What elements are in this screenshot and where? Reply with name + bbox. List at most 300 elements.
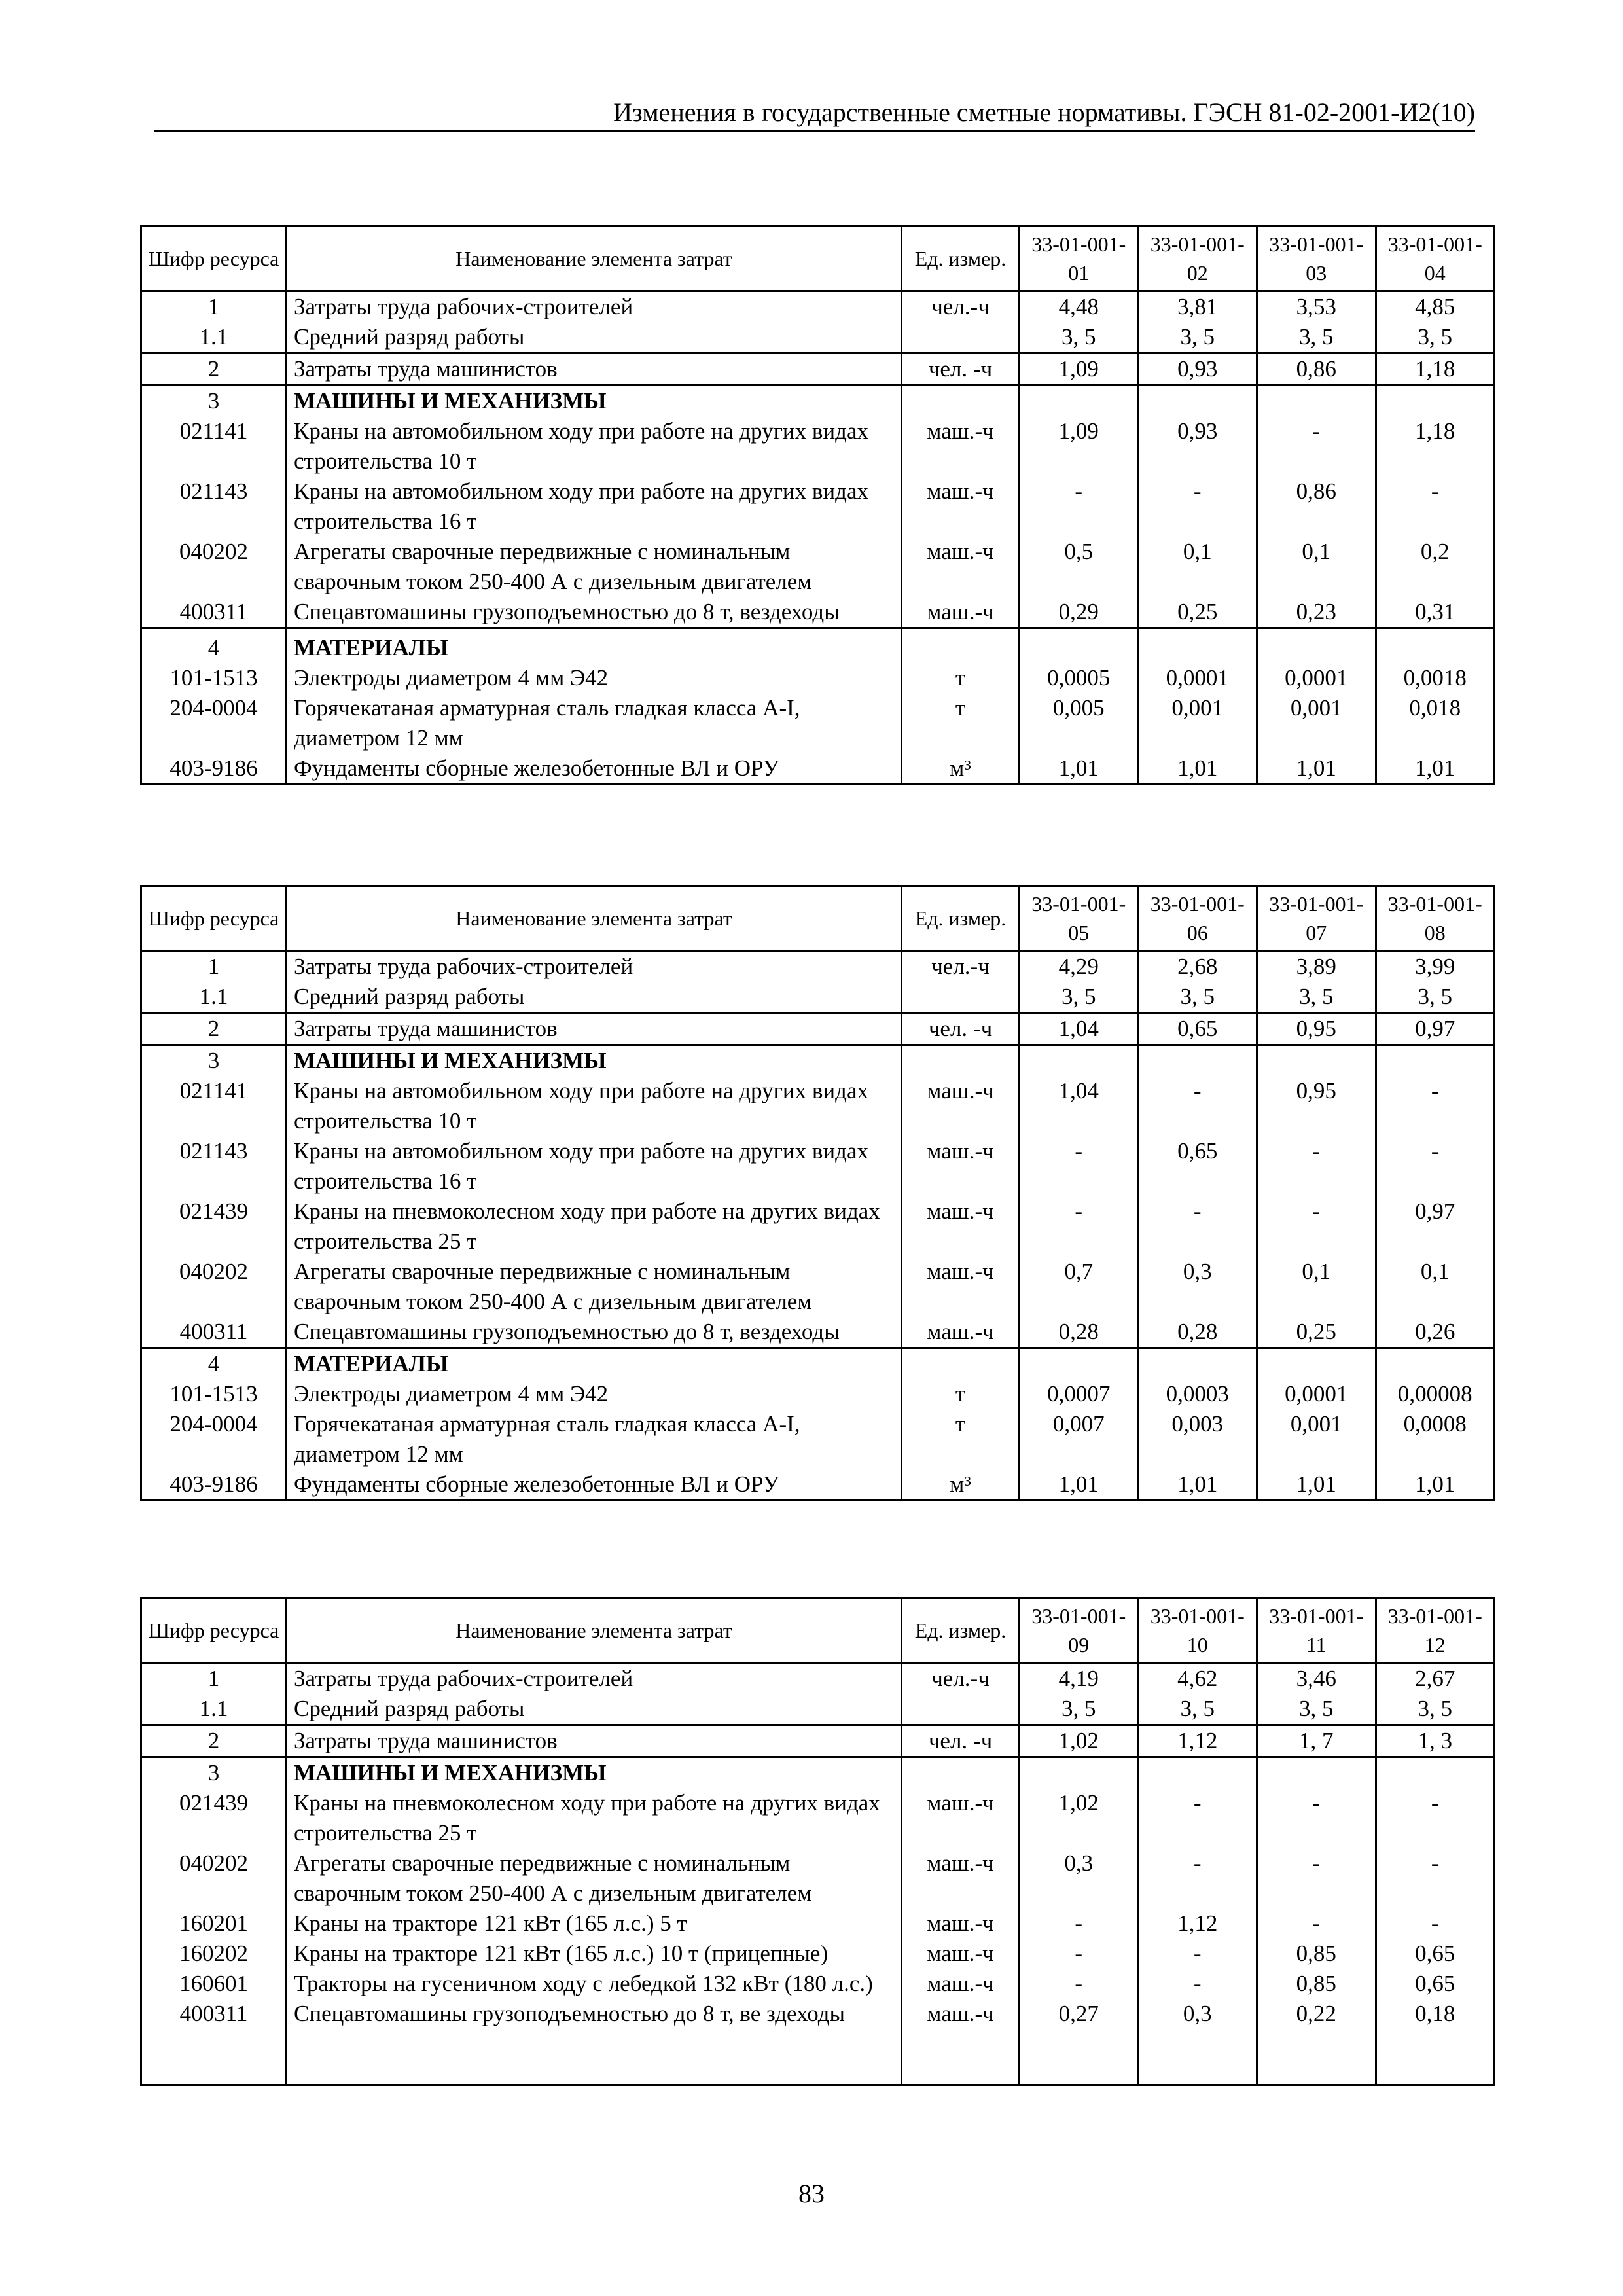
- norm-value: 1,12: [1138, 1909, 1257, 1939]
- header-norm-code: 33-01-001-01: [1020, 226, 1139, 291]
- norm-value: 0,95: [1257, 1076, 1376, 1136]
- table-row: [141, 322, 1495, 353]
- norm-value: 0,28: [1138, 1317, 1257, 1348]
- norm-value: [1138, 1757, 1257, 1789]
- resource-unit: [902, 1045, 1020, 1077]
- resource-unit: маш.-ч: [902, 476, 1020, 537]
- resource-code: 400311: [141, 597, 287, 628]
- norm-value: 0,3: [1138, 1257, 1257, 1317]
- norm-value: 0,1: [1257, 1257, 1376, 1317]
- norm-value: [1020, 386, 1139, 417]
- resource-unit: маш.-ч: [902, 416, 1020, 476]
- header-code: Шифр ресурса: [141, 226, 287, 291]
- norm-value: 1,01: [1376, 753, 1495, 785]
- resource-code: 021141: [141, 416, 287, 476]
- norm-value: 1,01: [1138, 753, 1257, 785]
- norm-value: 0,0005: [1020, 663, 1139, 693]
- norm-value: -: [1138, 1196, 1257, 1257]
- norm-value: 0,001: [1257, 693, 1376, 753]
- header-norm-code: 33-01-001-05: [1020, 886, 1139, 951]
- resource-name: Электроды диаметром 4 мм Э42: [287, 663, 902, 693]
- resource-code: 040202: [141, 537, 287, 597]
- norm-value: 0,86: [1257, 353, 1376, 386]
- table-row: [141, 476, 1495, 537]
- norm-value: 3,81: [1138, 291, 1257, 323]
- resource-unit: маш.-ч: [902, 1076, 1020, 1136]
- header-norm-code: 33-01-001-11: [1257, 1598, 1376, 1663]
- norm-value: 1,01: [1257, 1469, 1376, 1501]
- norm-value: 0,18: [1376, 1999, 1495, 2085]
- resource-name: МАШИНЫ И МЕХАНИЗМЫ: [287, 386, 902, 417]
- norm-value: -: [1138, 1939, 1257, 1969]
- table-row: [141, 1348, 1495, 1380]
- resource-code: 403-9186: [141, 753, 287, 785]
- norm-value: [1257, 1757, 1376, 1789]
- resource-code: 160201: [141, 1909, 287, 1939]
- norm-value: -: [1376, 1909, 1495, 1939]
- header-name: Наименование элемента затрат: [287, 886, 902, 951]
- norm-value: [1257, 628, 1376, 664]
- norm-value: 0,3: [1020, 1848, 1139, 1909]
- resource-unit: т: [902, 1379, 1020, 1409]
- resource-code: 3: [141, 1757, 287, 1789]
- norm-value: -: [1257, 1788, 1376, 1848]
- norm-value: 1, 7: [1257, 1725, 1376, 1757]
- norm-value: -: [1376, 476, 1495, 537]
- norm-value: -: [1020, 1969, 1139, 1999]
- norm-value: 3, 5: [1257, 982, 1376, 1013]
- resource-code: 4: [141, 1348, 287, 1380]
- table-row: [141, 386, 1495, 417]
- norm-value: 4,62: [1138, 1663, 1257, 1695]
- resource-code: 400311: [141, 1999, 287, 2085]
- norm-value: [1138, 628, 1257, 664]
- norm-value: 0,003: [1138, 1409, 1257, 1469]
- page-number: 83: [798, 2179, 825, 2208]
- norm-value: -: [1020, 1136, 1139, 1196]
- resource-name: Средний разряд работы: [287, 322, 902, 353]
- resource-code: 3: [141, 386, 287, 417]
- norm-value: 0,0003: [1138, 1379, 1257, 1409]
- resource-name: Агрегаты сварочные передвижные с номинальным сварочным током 250-400 А с дизельным двигателем: [287, 1848, 902, 1909]
- norm-value: 0,7: [1020, 1257, 1139, 1317]
- resource-unit: [902, 1694, 1020, 1725]
- norm-value: 1,01: [1257, 753, 1376, 785]
- table-row: [141, 1196, 1495, 1257]
- norm-value: 3,46: [1257, 1663, 1376, 1695]
- resource-code: 040202: [141, 1848, 287, 1909]
- norm-value: 4,85: [1376, 291, 1495, 323]
- table-row: [141, 1045, 1495, 1077]
- norm-value: -: [1138, 1788, 1257, 1848]
- resource-name: Затраты труда рабочих-строителей: [287, 291, 902, 323]
- resource-code: 403-9186: [141, 1469, 287, 1501]
- table-row: [141, 1136, 1495, 1196]
- table-row: [141, 1725, 1495, 1757]
- resource-name: Краны на автомобильном ходу при работе на других видах строительства 10 т: [287, 416, 902, 476]
- norm-value: 0,018: [1376, 693, 1495, 753]
- resource-code: 4: [141, 628, 287, 664]
- header-norm-code: 33-01-001-04: [1376, 226, 1495, 291]
- resource-code: 040202: [141, 1257, 287, 1317]
- resource-name: Агрегаты сварочные передвижные с номинальным сварочным током 250-400 А с дизельным двигателем: [287, 1257, 902, 1317]
- norm-value: 3,89: [1257, 951, 1376, 982]
- resource-name: Электроды диаметром 4 мм Э42: [287, 1379, 902, 1409]
- resource-name: Краны на пневмоколесном ходу при работе на других видах строительства 25 т: [287, 1788, 902, 1848]
- resource-code: 1: [141, 291, 287, 323]
- norm-value: 4,48: [1020, 291, 1139, 323]
- table-row: [141, 1469, 1495, 1501]
- norm-value: 0,85: [1257, 1939, 1376, 1969]
- resource-unit: чел. -ч: [902, 1725, 1020, 1757]
- resource-code: 1.1: [141, 322, 287, 353]
- norm-value: 0,00008: [1376, 1379, 1495, 1409]
- resource-unit: маш.-ч: [902, 1909, 1020, 1939]
- norm-value: 0,25: [1257, 1317, 1376, 1348]
- resource-name: Спецавтомашины грузоподъемностью до 8 т, вездеходы: [287, 597, 902, 628]
- table-header-row: [141, 226, 1495, 291]
- norm-value: 3, 5: [1138, 982, 1257, 1013]
- resource-code: 021141: [141, 1076, 287, 1136]
- header-name: Наименование элемента затрат: [287, 1598, 902, 1663]
- norm-value: 3,53: [1257, 291, 1376, 323]
- header-norm-code: 33-01-001-09: [1020, 1598, 1139, 1663]
- resource-name: Средний разряд работы: [287, 982, 902, 1013]
- resource-name: Краны на автомобильном ходу при работе на других видах строительства 10 т: [287, 1076, 902, 1136]
- norm-value: -: [1020, 476, 1139, 537]
- resource-name: Затраты труда рабочих-строителей: [287, 1663, 902, 1695]
- header-norm-code: 33-01-001-02: [1138, 226, 1257, 291]
- resource-name: Затраты труда машинистов: [287, 1725, 902, 1757]
- norm-value: 0,29: [1020, 597, 1139, 628]
- table-row: [141, 1969, 1495, 1999]
- table-row: [141, 537, 1495, 597]
- table-row: [141, 663, 1495, 693]
- resource-unit: маш.-ч: [902, 1136, 1020, 1196]
- resource-unit: маш.-ч: [902, 537, 1020, 597]
- resource-name: Средний разряд работы: [287, 1694, 902, 1725]
- norm-value: 0,1: [1376, 1257, 1495, 1317]
- norm-value: [1376, 386, 1495, 417]
- norm-value: 3, 5: [1020, 322, 1139, 353]
- header-norm-code: 33-01-001-10: [1138, 1598, 1257, 1663]
- norm-value: 1,04: [1020, 1076, 1139, 1136]
- norm-value: 0,001: [1138, 693, 1257, 753]
- norm-value: 1,09: [1020, 416, 1139, 476]
- norm-value: [1376, 1348, 1495, 1380]
- norm-value: 0,5: [1020, 537, 1139, 597]
- resource-unit: чел.-ч: [902, 951, 1020, 982]
- norm-value: 0,1: [1257, 537, 1376, 597]
- table-row: [141, 1757, 1495, 1789]
- norm-value: 1,18: [1376, 416, 1495, 476]
- norm-value: 0,93: [1138, 353, 1257, 386]
- resource-name: Затраты труда рабочих-строителей: [287, 951, 902, 982]
- resource-code: 021143: [141, 1136, 287, 1196]
- resource-code: 400311: [141, 1317, 287, 1348]
- norm-value: 1, 3: [1376, 1725, 1495, 1757]
- resource-name: Горячекатаная арматурная сталь гладкая класса А-I, диаметром 12 мм: [287, 693, 902, 753]
- table-row: [141, 1409, 1495, 1469]
- table-row: [141, 416, 1495, 476]
- table-row: [141, 1694, 1495, 1725]
- resource-name: Краны на тракторе 121 кВт (165 л.с.) 10 т (прицепные): [287, 1939, 902, 1969]
- norm-value: 0,25: [1138, 597, 1257, 628]
- norm-value: 3, 5: [1020, 1694, 1139, 1725]
- norm-value: 2,68: [1138, 951, 1257, 982]
- norm-value: -: [1020, 1196, 1139, 1257]
- resource-unit: маш.-ч: [902, 1969, 1020, 1999]
- norm-value: -: [1257, 1196, 1376, 1257]
- norm-value: 0,23: [1257, 597, 1376, 628]
- norm-value: -: [1138, 1969, 1257, 1999]
- norm-value: 2,67: [1376, 1663, 1495, 1695]
- norm-value: 1,09: [1020, 353, 1139, 386]
- norm-value: 0,97: [1376, 1013, 1495, 1045]
- norm-value: [1138, 1348, 1257, 1380]
- table-row: [141, 628, 1495, 664]
- header-norm-code: 33-01-001-08: [1376, 886, 1495, 951]
- norm-value: [1376, 628, 1495, 664]
- resource-code: 021439: [141, 1788, 287, 1848]
- resource-name: Фундаменты сборные железобетонные ВЛ и ОРУ: [287, 753, 902, 785]
- norm-value: 0,93: [1138, 416, 1257, 476]
- resource-name: Краны на автомобильном ходу при работе на других видах строительства 16 т: [287, 476, 902, 537]
- resource-code: 101-1513: [141, 1379, 287, 1409]
- resource-name: Краны на тракторе 121 кВт (165 л.с.) 5 т: [287, 1909, 902, 1939]
- norm-value: [1020, 628, 1139, 664]
- norm-value: 0,0001: [1257, 1379, 1376, 1409]
- norm-value: -: [1257, 1848, 1376, 1909]
- resource-unit: чел.-ч: [902, 291, 1020, 323]
- header-norm-code: 33-01-001-06: [1138, 886, 1257, 951]
- header-code: Шифр ресурса: [141, 1598, 287, 1663]
- norm-value: 3, 5: [1020, 982, 1139, 1013]
- header-norm-code: 33-01-001-03: [1257, 226, 1376, 291]
- resource-name: Спецавтомашины грузоподъемностью до 8 т, ве здеходы: [287, 1999, 902, 2085]
- resource-unit: чел. -ч: [902, 1013, 1020, 1045]
- resource-unit: [902, 386, 1020, 417]
- norm-value: 3, 5: [1376, 982, 1495, 1013]
- resource-name: МАТЕРИАЛЫ: [287, 1348, 902, 1380]
- norm-value: -: [1020, 1909, 1139, 1939]
- norm-value: 3, 5: [1257, 1694, 1376, 1725]
- norm-value: [1257, 386, 1376, 417]
- norm-value: 3, 5: [1257, 322, 1376, 353]
- table-row: [141, 1257, 1495, 1317]
- resource-code: 160601: [141, 1969, 287, 1999]
- table-row: [141, 1317, 1495, 1348]
- norms-table-1: [140, 225, 1495, 785]
- norm-value: 1,18: [1376, 353, 1495, 386]
- norm-value: 4,29: [1020, 951, 1139, 982]
- norm-value: 0,2: [1376, 537, 1495, 597]
- header-norm-code: 33-01-001-12: [1376, 1598, 1495, 1663]
- norm-value: 3, 5: [1376, 322, 1495, 353]
- norms-table-3: [140, 1597, 1495, 2086]
- norm-value: 0,1: [1138, 537, 1257, 597]
- resource-name: Затраты труда машинистов: [287, 353, 902, 386]
- norm-value: 1,01: [1020, 753, 1139, 785]
- resource-unit: т: [902, 663, 1020, 693]
- norm-value: 1,02: [1020, 1725, 1139, 1757]
- resource-code: 160202: [141, 1939, 287, 1969]
- resource-code: 1.1: [141, 1694, 287, 1725]
- resource-unit: маш.-ч: [902, 597, 1020, 628]
- resource-code: 101-1513: [141, 663, 287, 693]
- resource-name: Краны на пневмоколесном ходу при работе на других видах строительства 25 т: [287, 1196, 902, 1257]
- resource-unit: маш.-ч: [902, 1939, 1020, 1969]
- norm-value: -: [1376, 1848, 1495, 1909]
- norm-value: 3,99: [1376, 951, 1495, 982]
- table-row: [141, 291, 1495, 323]
- table-row: [141, 753, 1495, 785]
- resource-unit: маш.-ч: [902, 1788, 1020, 1848]
- running-header: Изменения в государственные сметные нормативы. ГЭСН 81-02-2001-И2(10): [154, 97, 1475, 132]
- norm-value: 0,0007: [1020, 1379, 1139, 1409]
- resource-name: МАШИНЫ И МЕХАНИЗМЫ: [287, 1045, 902, 1077]
- norm-value: 0,001: [1257, 1409, 1376, 1469]
- norm-value: 0,0001: [1138, 663, 1257, 693]
- table-row: [141, 1848, 1495, 1909]
- norm-value: 0,005: [1020, 693, 1139, 753]
- norm-value: 1,02: [1020, 1788, 1139, 1848]
- norm-value: 0,26: [1376, 1317, 1495, 1348]
- norm-value: 0,86: [1257, 476, 1376, 537]
- resource-name: Фундаменты сборные железобетонные ВЛ и ОРУ: [287, 1469, 902, 1501]
- header-unit: Ед. измер.: [902, 886, 1020, 951]
- table-row: [141, 1379, 1495, 1409]
- norm-value: 0,22: [1257, 1999, 1376, 2085]
- table-row: [141, 1939, 1495, 1969]
- norm-value: -: [1257, 416, 1376, 476]
- norm-value: 0,007: [1020, 1409, 1139, 1469]
- table-row: [141, 1663, 1495, 1695]
- resource-code: 2: [141, 353, 287, 386]
- resource-code: 1: [141, 1663, 287, 1695]
- resource-unit: маш.-ч: [902, 1848, 1020, 1909]
- header-norm-code: 33-01-001-07: [1257, 886, 1376, 951]
- resource-unit: маш.-ч: [902, 1317, 1020, 1348]
- norm-value: [1257, 1348, 1376, 1380]
- resource-unit: [902, 982, 1020, 1013]
- table-row: [141, 1076, 1495, 1136]
- norm-value: 3, 5: [1138, 1694, 1257, 1725]
- table-row: [141, 597, 1495, 628]
- norm-value: 0,95: [1257, 1013, 1376, 1045]
- norm-value: [1020, 1045, 1139, 1077]
- header-unit: Ед. измер.: [902, 226, 1020, 291]
- norm-value: 0,0001: [1257, 663, 1376, 693]
- table-row: [141, 1999, 1495, 2085]
- norm-value: [1138, 386, 1257, 417]
- norm-value: 0,85: [1257, 1969, 1376, 1999]
- norm-value: [1138, 1045, 1257, 1077]
- resource-unit: [902, 1757, 1020, 1789]
- norm-value: 0,0008: [1376, 1409, 1495, 1469]
- norm-value: 1,01: [1376, 1469, 1495, 1501]
- table-row: [141, 353, 1495, 386]
- norm-value: 0,65: [1376, 1969, 1495, 1999]
- norm-value: [1020, 1757, 1139, 1789]
- resource-unit: м³: [902, 753, 1020, 785]
- norm-value: -: [1138, 1848, 1257, 1909]
- table-row: [141, 1788, 1495, 1848]
- norm-value: [1376, 1045, 1495, 1077]
- norm-value: 3, 5: [1376, 1694, 1495, 1725]
- resource-name: МАШИНЫ И МЕХАНИЗМЫ: [287, 1757, 902, 1789]
- resource-code: 2: [141, 1725, 287, 1757]
- norm-value: 1,01: [1138, 1469, 1257, 1501]
- resource-unit: т: [902, 693, 1020, 753]
- resource-unit: чел. -ч: [902, 353, 1020, 386]
- norm-value: 0,65: [1376, 1939, 1495, 1969]
- norm-value: -: [1376, 1788, 1495, 1848]
- norm-value: [1257, 1045, 1376, 1077]
- resource-unit: маш.-ч: [902, 1196, 1020, 1257]
- resource-unit: маш.-ч: [902, 1257, 1020, 1317]
- resource-code: 3: [141, 1045, 287, 1077]
- table-row: [141, 693, 1495, 753]
- resource-name: Краны на автомобильном ходу при работе на других видах строительства 16 т: [287, 1136, 902, 1196]
- table-header-row: [141, 886, 1495, 951]
- resource-unit: т: [902, 1409, 1020, 1469]
- header-unit: Ед. измер.: [902, 1598, 1020, 1663]
- table-row: [141, 982, 1495, 1013]
- resource-name: Агрегаты сварочные передвижные с номинальным сварочным током 250-400 А с дизельным двигателем: [287, 537, 902, 597]
- resource-unit: [902, 628, 1020, 664]
- resource-code: 021143: [141, 476, 287, 537]
- resource-name: МАТЕРИАЛЫ: [287, 628, 902, 664]
- table-header-row: [141, 1598, 1495, 1663]
- resource-unit: [902, 322, 1020, 353]
- resource-code: 204-0004: [141, 693, 287, 753]
- resource-name: Тракторы на гусеничном ходу с лебедкой 132 кВт (180 л.с.): [287, 1969, 902, 1999]
- norm-value: -: [1257, 1136, 1376, 1196]
- norm-value: 1,01: [1020, 1469, 1139, 1501]
- norm-value: -: [1376, 1076, 1495, 1136]
- norm-value: -: [1020, 1939, 1139, 1969]
- resource-unit: чел.-ч: [902, 1663, 1020, 1695]
- header-name: Наименование элемента затрат: [287, 226, 902, 291]
- resource-name: Затраты труда машинистов: [287, 1013, 902, 1045]
- resource-code: 2: [141, 1013, 287, 1045]
- norm-value: 0,3: [1138, 1999, 1257, 2085]
- norm-value: 4,19: [1020, 1663, 1139, 1695]
- resource-code: 021439: [141, 1196, 287, 1257]
- norm-value: -: [1138, 1076, 1257, 1136]
- table-row: [141, 1013, 1495, 1045]
- resource-unit: [902, 1348, 1020, 1380]
- norm-value: [1020, 1348, 1139, 1380]
- resource-unit: маш.-ч: [902, 1999, 1020, 2085]
- table-row: [141, 1909, 1495, 1939]
- norm-value: -: [1376, 1136, 1495, 1196]
- norm-value: 0,27: [1020, 1999, 1139, 2085]
- norms-table-2: [140, 885, 1495, 1501]
- norm-value: 0,31: [1376, 597, 1495, 628]
- resource-name: Спецавтомашины грузоподъемностью до 8 т, вездеходы: [287, 1317, 902, 1348]
- norm-value: 0,28: [1020, 1317, 1139, 1348]
- table-row: [141, 951, 1495, 982]
- norm-value: 0,65: [1138, 1136, 1257, 1196]
- norm-value: 0,97: [1376, 1196, 1495, 1257]
- resource-code: 1.1: [141, 982, 287, 1013]
- header-code: Шифр ресурса: [141, 886, 287, 951]
- norm-value: 1,04: [1020, 1013, 1139, 1045]
- resource-name: Горячекатаная арматурная сталь гладкая класса А-I, диаметром 12 мм: [287, 1409, 902, 1469]
- resource-code: 204-0004: [141, 1409, 287, 1469]
